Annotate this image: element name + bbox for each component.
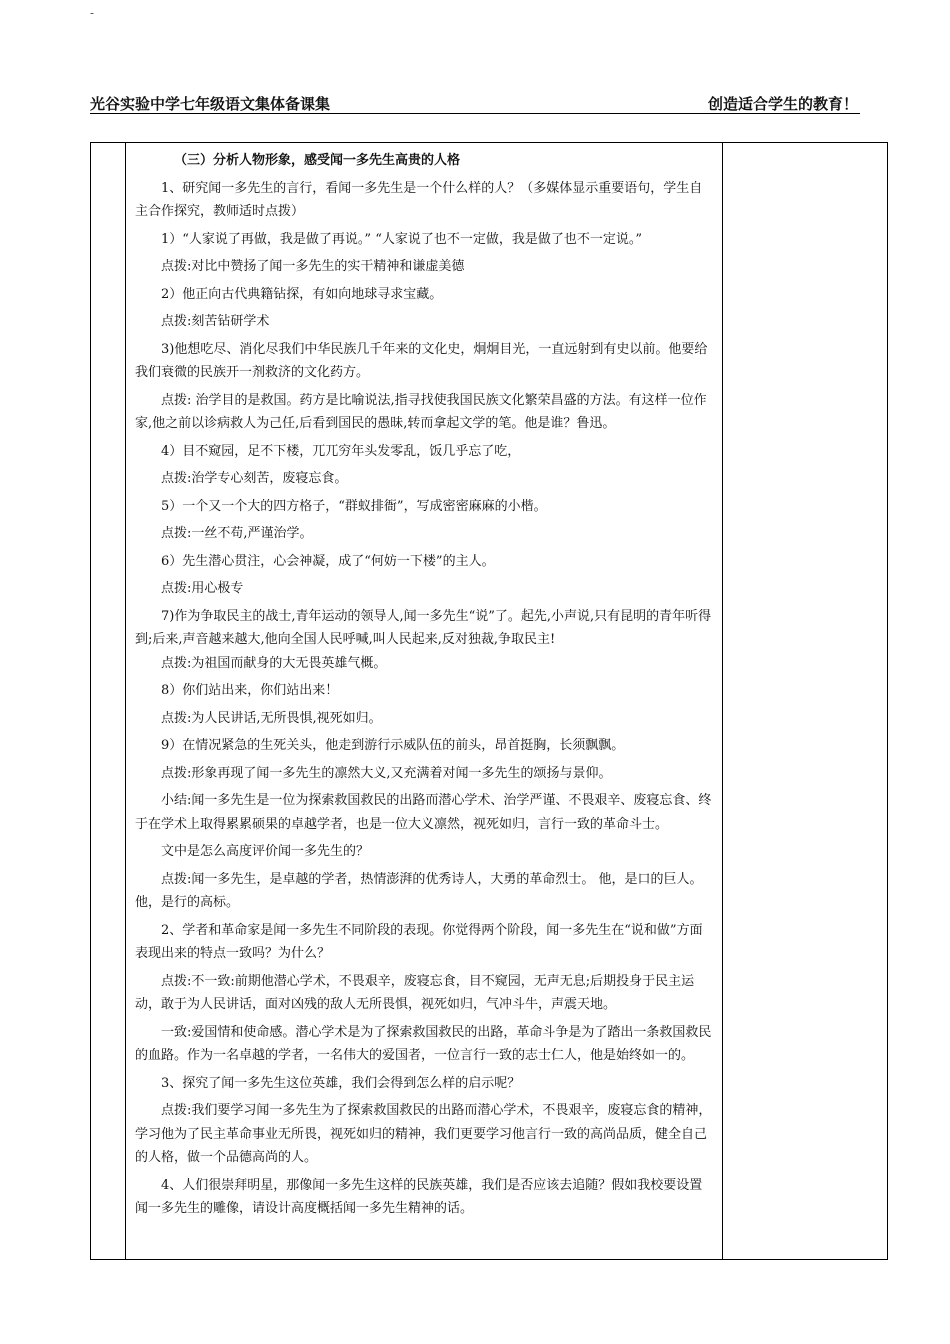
paragraph: 4、人们很崇拜明星，那像闻一多先生这样的民族英雄，我们是否应该去追随？假如我校要设置闻一多先生的雕像，请设计高度概括闻一多先生精神的话。 <box>135 1177 703 1216</box>
paragraph: 2）他正向古代典籍钻探，有如向地球寻求宝藏。 <box>161 286 443 302</box>
paragraph: 点拨: 治学目的是救国。药方是比喻说法,指寻找使我国民族文化繁荣昌盛的方法。有这样一位作家,他之前以诊病救人为己任,后看到国民的愚昧,转而拿起文学的笔。他是谁？鲁迅。 <box>135 392 707 431</box>
paragraph: 点拨:一丝不苟,严谨治学。 <box>161 526 313 541</box>
paragraph: 点拨:刻苦钻研学术 <box>161 314 270 329</box>
paragraph: 点拨:为人民讲话,无所畏惧,视死如归。 <box>161 710 382 726</box>
header-school-title: 光谷实验中学七年级语文集体备课集 <box>90 95 331 113</box>
paragraph: 点拨:治学专心刻苦，废寝忘食。 <box>161 471 348 486</box>
paragraph: 一致:爱国情和使命感。潜心学术是为了探索救国救民的出路，革命斗争是为了踏出一条救国救民的血路。作为一名卓越的学者，一名伟大的爱国者，一位言行一致的志士仁人，他是始终如一的。 <box>135 1024 712 1063</box>
page-header <box>90 93 860 114</box>
paragraph: 4）目不窥园，足不下楼，兀兀穷年头发零乱，饭几乎忘了吃， <box>161 443 521 459</box>
paragraph: 5）一个又一个大的四方格子，“群蚁排衙”，写成密密麻麻的小楷。 <box>161 498 547 514</box>
lesson-table <box>90 142 888 1260</box>
paragraph: 点拨:对比中赞扬了闻一多先生的实干精神和谦虚美德 <box>161 259 465 274</box>
paragraph: 9）在情况紧急的生死关头，他走到游行示威队伍的前头，昂首挺胸，长须飘飘。 <box>161 738 625 753</box>
paragraph: 点拨:闻一多先生，是卓越的学者，热情澎湃的优秀诗人，大勇的革命烈士。 他，是口的巨人。他，是行的高标。 <box>135 871 703 910</box>
lesson-content <box>135 149 715 1225</box>
paragraph: 3)他想吃尽、消化尽我们中华民族几千年来的文化史，炯炯目光，一直远射到有史以前。他要给我们衰微的民族开一剂救济的文化药方。 <box>135 341 708 380</box>
paragraph: 点拨:用心极专 <box>161 581 244 596</box>
header-motto: 创造适合学生的教育！ <box>707 95 858 113</box>
paragraph: 文中是怎么高度评价闻一多先生的？ <box>161 844 370 859</box>
paragraph: 3、探究了闻一多先生这位英雄，我们会得到怎么样的启示呢？ <box>161 1075 521 1091</box>
paragraph: 7)作为争取民主的战士,青年运动的领导人,闻一多先生“说”了。起先,小声说,只有昆明的青年听得到;后来,声音越来越大,他向全国人民呼喊,叫人民起来,反对独裁,争取民主! <box>135 608 712 647</box>
paragraph: 点拨:形象再现了闻一多先生的凛然大义,又充满着对闻一多先生的颂扬与景仰。 <box>161 765 612 781</box>
paragraph: 点拨:为祖国而献身的大无畏英雄气概。 <box>161 655 387 671</box>
paragraph: 点拨:不一致:前期他潜心学术，不畏艰辛，废寝忘食，目不窥园，无声无息;后期投身于民主运动，敢于为人民讲话，面对凶残的敌人无所畏惧，视死如归，气冲斗牛，声震天地。 <box>135 973 695 1012</box>
paragraph: 1、研究闻一多先生的言行，看闻一多先生是一个什么样的人？（多媒体显示重要语句，学生自主合作探究，教师适时点拨） <box>135 180 703 219</box>
section-title: （三）分析人物形象，感受闻一多先生高贵的人格 <box>174 153 461 168</box>
paragraph: 2、学者和革命家是闻一多先生不同阶段的表现。你觉得两个阶段，闻一多先生在“说和做”方面表现出来的特点一致吗？为什么？ <box>135 922 703 961</box>
paragraph: 8）你们站出来，你们站出来！ <box>161 683 339 698</box>
table-divider-left <box>125 143 126 1259</box>
table-divider-right <box>722 143 723 1259</box>
paragraph: 小结:闻一多先生是一位为探索救国救民的出路而潜心学术、治学严谨、不畏艰辛、废寝忘食、终于在学术上取得累累硕果的卓越学者，也是一位大义凛然，视死如归，言行一致的革命斗士。 <box>135 793 712 832</box>
paragraph: 点拨:我们要学习闻一多先生为了探索救国救民的出路而潜心学术，不畏艰辛，废寝忘食的精神，学习他为了民主革命事业无所畏，视死如归的精神，我们更要学习他言行一致的高尚品质，健全自己的人格，做一个品德高尚的人。 <box>135 1103 712 1165</box>
corner-mark: - <box>90 6 95 20</box>
paragraph: 6）先生潜心贯注，心会神凝，成了“何妨一下楼”的主人。 <box>161 553 495 569</box>
paragraph: 1）“人家说了再做，我是做了再说。” “人家说了也不一定做，我是做了也不一定说。” <box>161 231 642 247</box>
